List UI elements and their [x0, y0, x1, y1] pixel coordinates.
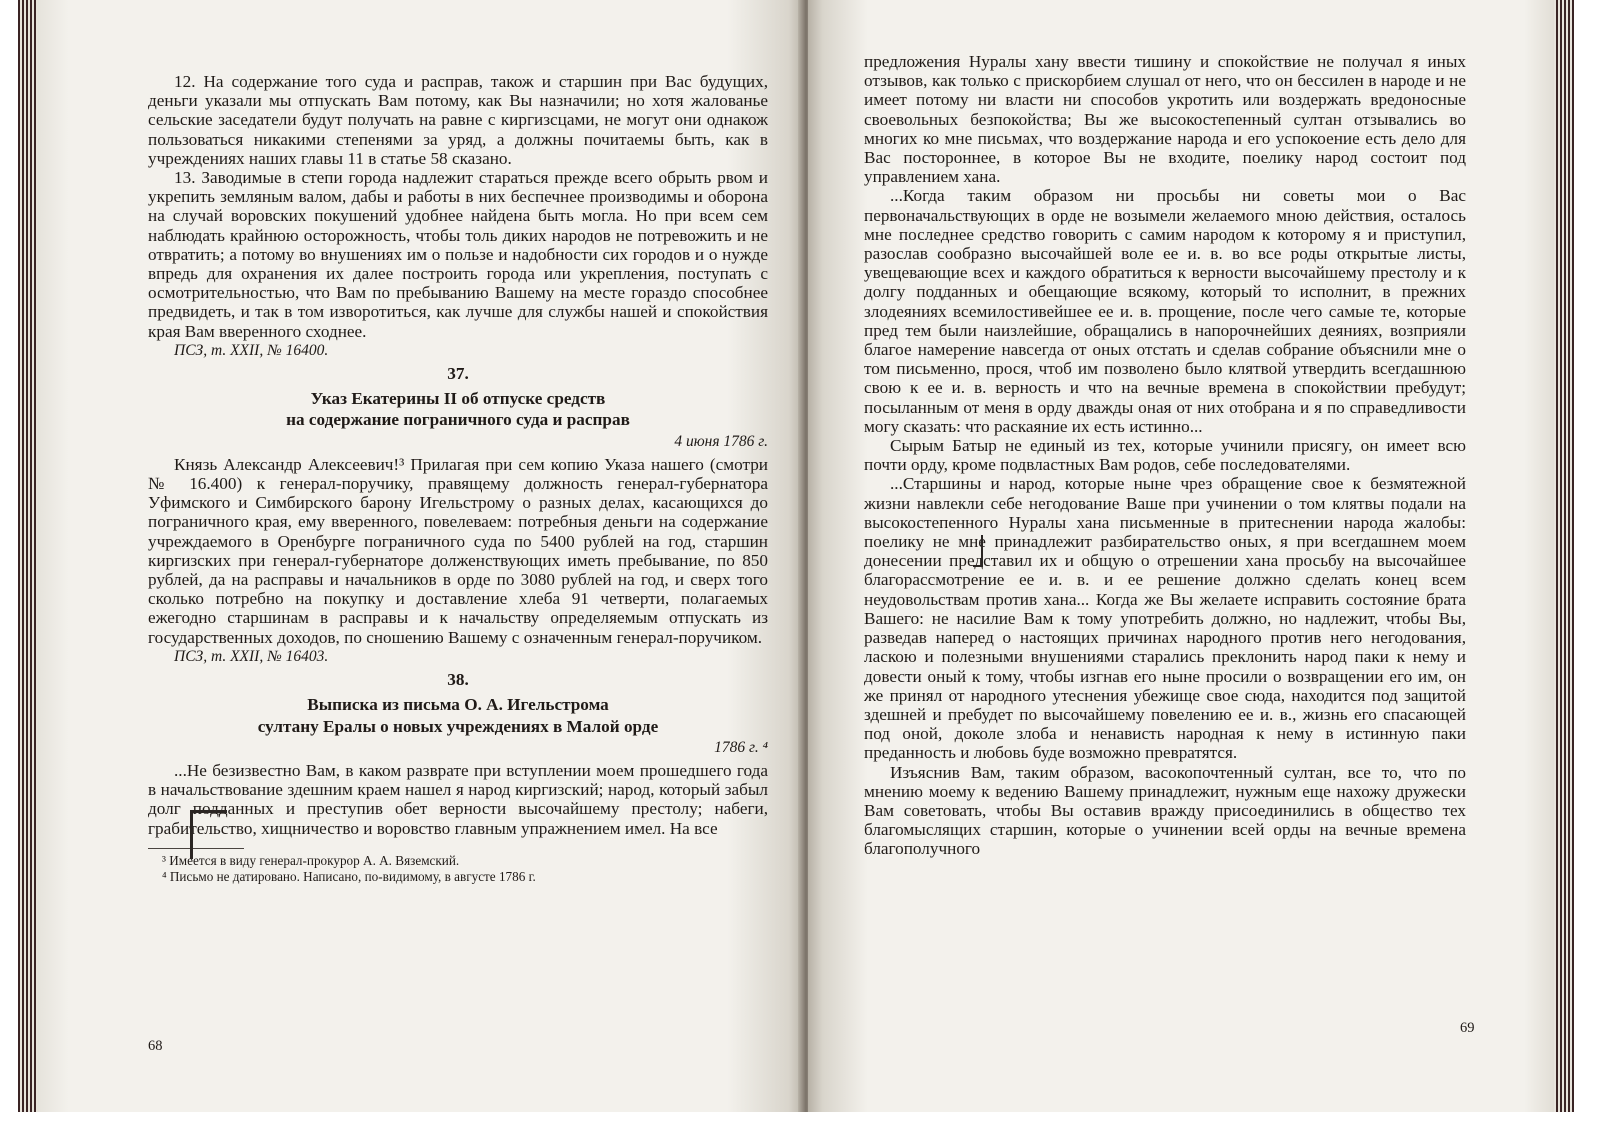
footnote: ⁴ Письмо не датировано. Написано, по-видимому, в августе 1786 г. [162, 868, 536, 884]
footnote: ³ Имеется в виду генерал-прокурор А. А. Вяземский. [162, 852, 460, 868]
pencil-bracket-mark [973, 535, 983, 567]
document-date: 4 июня 1786 г. [674, 432, 768, 450]
document-text: ...Не безизвестно Вам, в каком разврате при вступлении моем прошедшего года в начальствование здешним краем нашел я народ киргизский; народ, который забыл долг подданных и преступив обет верности высочайшему престолу; набеги, грабительство, хищничество и воровство главным упражнением имел. На все [148, 760, 768, 838]
document-number: 37. [447, 364, 469, 384]
document-title: на содержание пограничного суда и расправ [286, 410, 630, 430]
right-page-edges [1554, 0, 1574, 1112]
letter-paragraph: Изъяснив Вам, таким образом, васокопочтенный султан, все то, что по мнению моему к ведению Вашему принадлежит, нужным еще нахожу дружески Вам советовать, чтобы Вы оставив вражду присоединились в общество тех благомыслящих старшин, которые о учинении всей орды на вечные времена благополучного [864, 762, 1466, 859]
document-title: Выписка из письма О. А. Игельстрома [307, 695, 609, 715]
document-title: султану Ералы о новых учреждениях в Малой орде [257, 716, 659, 736]
page-number: 69 [1460, 1020, 1475, 1036]
letter-paragraph: ...Когда таким образом ни просьбы ни советы мои о Вас первоначальствующих в орде не возымели желаемого мною действия, осталось мне последнее средство говорить с самим народом к которому я и приступил, разослав сообразно высочайшей воле ее и. в. во все роды открытые листы, увещевающие всех и каждого обратиться к верности высочайшему престолу и к долгу подданных и обещающие всякому, который то исполнит, в прежних злодеяниях всемилостивейшее ее и. в. прощение, после чего самые те, которые пред тем были наизлейшие, обращались в напорочнейших деяниях, возприяли благое намерение навсегда от оных отстать и сделав собрание объяснили мне о том письменно, прося, чтоб им позволено было клятвой утвердить всегдашнюю свою к ее и. в. верность и что на вечные времена в спокойствии пребудут; посыланным от меня в орду дважды оная от них отобрана и я по справедливости могу сказать: что раскаяние их есть истинно... [864, 186, 1466, 436]
left-page [38, 0, 804, 1112]
letter-paragraph: Сырым Батыр не единый из тех, которые учинили присягу, он имеет всю почти орду, кроме подвластных Вам родов, себе последователями. [864, 436, 1466, 475]
right-page [808, 0, 1554, 1112]
book-spread [18, 0, 1574, 1112]
pencil-bracket-mark [190, 810, 227, 859]
letter-paragraph: предложения Нуралы хану ввести тишину и спокойствие не получал я иных отзывов, как только с прискорбием слушал от него, что он бессилен в народе и не имеет потому ни власти ни способов укротить или воздержать вредоносные своевольных безпокойства; Вы же высокостепенный султан отзывались во многих ко мне письмах, что воздержание народа и его успокоение есть дело для Вас постороннее, в которое Вы не входите, поелику народ состоит под управлением хана. [864, 52, 1466, 187]
right-text-column [864, 52, 1466, 859]
letter-paragraph: ...Старшины и народ, которые ныне чрез обращение свое к безмятежной жизни навлекли себе негодование Ваше при учинении о том клятвы подали на высокостепенного Нуралы хана письменные в притеснении народа жалобы: поелику не мне принадлежит разбирательство оных, я при всегдашнем моем донесении представил их и общую о отрешении хана просьбу на высочайшее благорассмотрение ее и. в. и ее решение должно сделать конец всем неудовольствам против хана... Когда же Вы желаете исправить состояние брата Вашего: не насилие Вам к тому употребить должно, но надлежит, чтобы Вы, разведав наперед о настоящих причинах народного против него негодования, ласкою и полезными внушениями старались преклонить народ паки к нему и довести оный к тому, чтобы изгнав его ныне просили о возвращении его им, он же принял от народного утеснения убежище свое сюда, находится под защитой здешней и пребудет по высочайшему повелению ее и. в., жизнь его спасающей под оной, доколе злоба и ненависть народная к нему в истинную паки преданность и любовь буде возможно превратятся. [864, 474, 1466, 763]
source-citation: ПСЗ, т. XXII, № 16403. [174, 647, 329, 665]
paragraph-12: 12. На содержание того суда и расправ, також и старшин при Вас будущих, деньги указали мы отпускать Вам потому, как Вы назначили; но хотя жалованье сельские заседатели будут получать на равне с киргизсцами, не могут они однакож пользоваться никакими степенями за уряд, а должны почитаемы быть, как в учреждениях наших главы 11 в статье 58 сказано. [148, 72, 768, 168]
left-text-column [148, 72, 768, 885]
left-page-edges [18, 0, 38, 1112]
page-number: 68 [148, 1038, 163, 1054]
document-title: Указ Екатерины II об отпуске средств [310, 389, 606, 409]
document-number: 38. [447, 670, 469, 690]
source-citation: ПСЗ, т. XXII, № 16400. [174, 341, 329, 359]
paragraph-13: 13. Заводимые в степи города надлежит стараться прежде всего обрыть рвом и укрепить земляным валом, дабы и работы в них беспечнее производимы и оборона на случай воровских покушений удобнее найдена быть могла. Но при всем сем наблюдать крайнюю осторожность, чтобы толь диких народов не потревожить и не отвратить; а потому во внушениях им о пользе и надобности сих городов и о нужде впредь для охранения их далее построить города или укрепления, поступать с осмотрительностью, что Вам по пребыванию Вашему на месте гораздо способнее предвидеть, и так в том изворотиться, как лучше для службы нашей и спокойствия края Вам вверенного сходнее. [148, 168, 768, 341]
document-text: Князь Александр Алексеевич!³ Прилагая при сем копию Указа нашего (смотри № 16.400) к генерал-поручику, правящему должность генерал-губернатора Уфимского и Симбирского барону Игельстрому о разных делах, касающихся до пограничного края, ему вверенного, повелеваем: потребныя деньги на содержание учреждаемого в Оренбурге пограничного суда по 5400 рублей на год, старшин киргизских при генерал-губернаторе долженствующих иметь пребывание, по 850 рублей, да на расправы и начальников в орде по 3080 рублей на год, и сверх того сколько потребно на покупку и доставление хлеба 91 четверти, полагаемых ежегодно старшинам в расправы и к начальству определяемым отпускать из государственных доходов, по сношению Вашему с означенным генерал-поручиком. [148, 454, 768, 647]
document-date: 1786 г. ⁴ [714, 738, 768, 756]
